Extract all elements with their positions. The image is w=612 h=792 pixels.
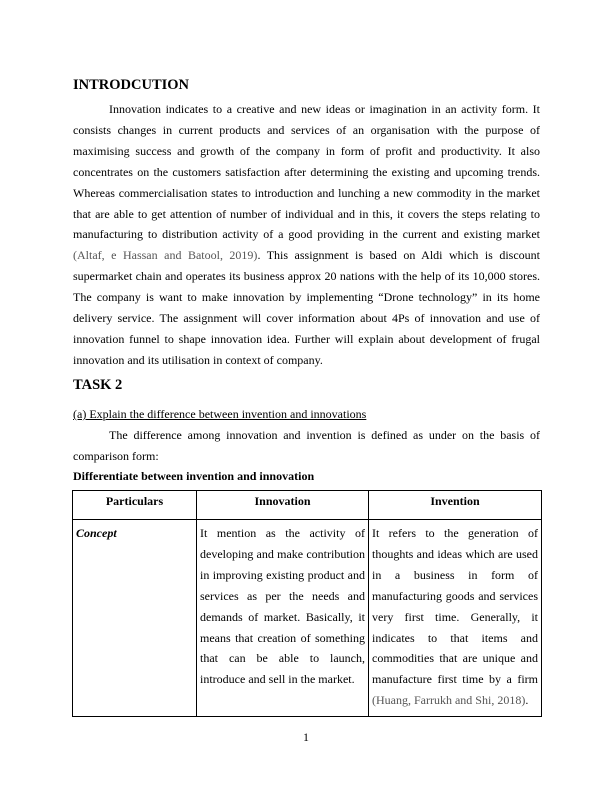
comparison-table	[72, 490, 542, 717]
intro-text-2: . This assignment is based on Aldi which is discount supermarket chain and operates its business approx 20 nations with the help of its 10,000 stores. The company is want to make innovation by implementing “Drone technology” in its home delivery service. The assignment will cover information about 4Ps of innovation and use of innovation funnel to shape innovation idea. Further will explain about development of frugal innovation and its utilisation in context of company.	[73, 248, 540, 367]
invention-text: It refers to the generation of thoughts and ideas which are used in a business in form of manufacturing goods and services very first time. Generally, it indicates to that items and commodities that are unique and manufacture first time by a firm	[372, 526, 538, 687]
table-header-row	[73, 491, 542, 520]
page-number: 1	[303, 730, 309, 744]
table-caption: Differentiate between invention and innovation	[73, 469, 315, 483]
cell-innovation: It mention as the activity of developing and make contribution in improving existing product and services as per the needs and demands of market. Basically, it means that creation of something that can be able to launch, introduce and sell in the market.	[197, 520, 369, 717]
task-heading: TASK 2	[73, 377, 123, 393]
intro-text-1: Innovation indicates to a creative and new ideas or imagination in an activity form. It consists changes in current products and services of an organisation with the purpose of maximising success and growth of the company in form of profit and productivity. It also concentrates on the customers satisfaction after determining the existing and upcoming trends. Whereas commercialisation states to introduction and lunching a new commodity in the market that are able to get attention of number of individual and in this, it covers the steps relating to manufacturing to distribution activity of a good providing in the current and existing market	[73, 102, 540, 242]
invention-end: .	[525, 693, 529, 708]
cell-particular: Concept	[73, 520, 197, 717]
header-invention: Invention	[369, 491, 542, 520]
header-innovation: Innovation	[197, 491, 369, 520]
cell-invention	[369, 520, 542, 717]
task-subheading: (a) Explain the difference between invention and innovations	[73, 407, 367, 421]
header-particulars: Particulars	[73, 491, 197, 520]
task-intro-paragraph: The difference among innovation and invention is defined as under on the basis of comparison form:	[73, 428, 540, 463]
intro-heading: INTRODCUTION	[73, 77, 190, 93]
intro-citation: (Altaf, e Hassan and Batool, 2019)	[73, 248, 258, 263]
invention-citation: (Huang, Farrukh and Shi, 2018)	[372, 693, 526, 708]
intro-paragraph	[73, 99, 540, 371]
table-row	[73, 520, 542, 717]
